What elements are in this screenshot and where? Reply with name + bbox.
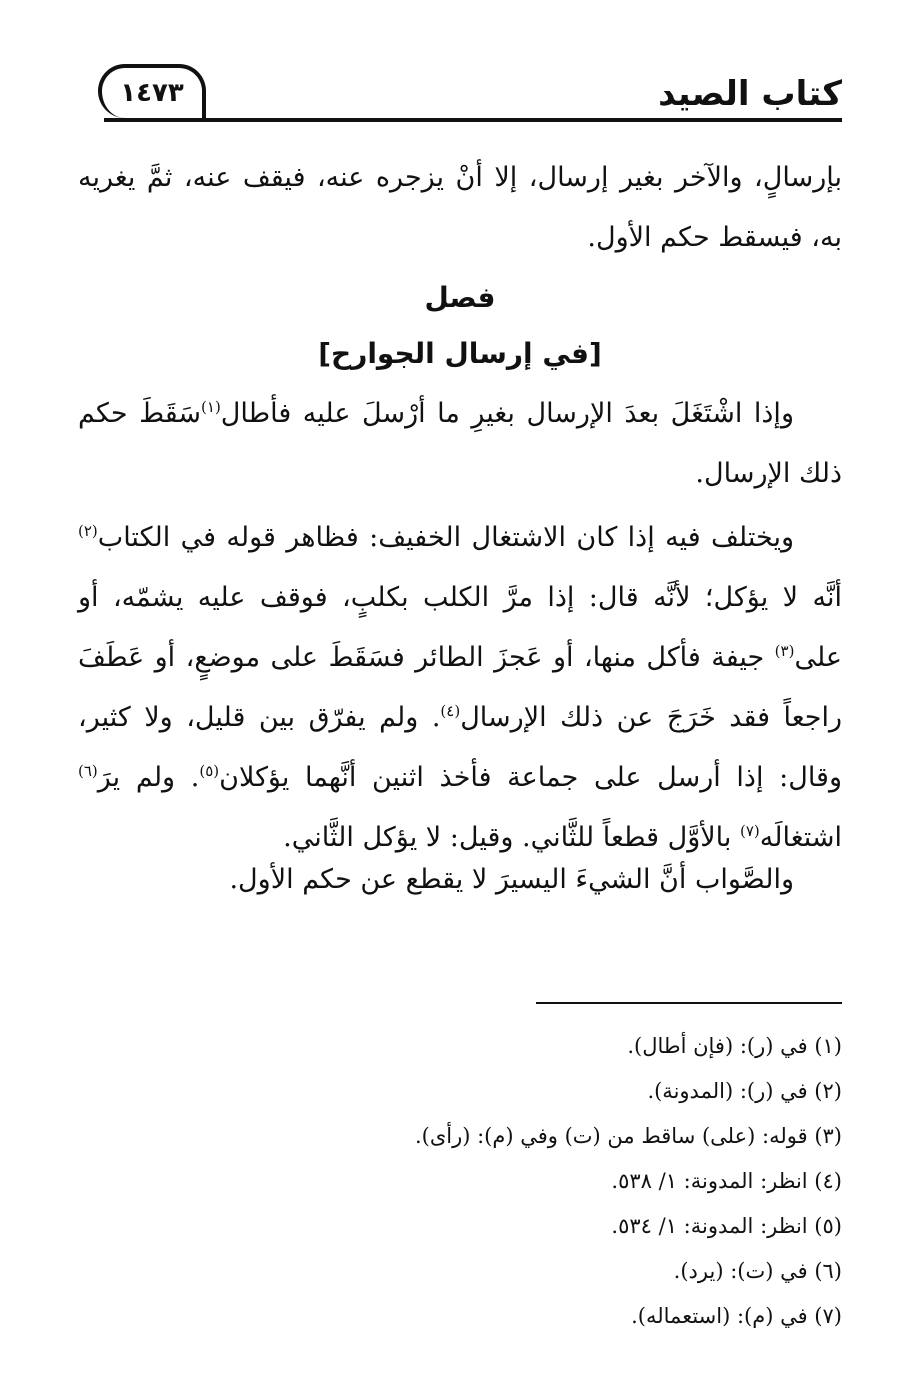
footnote-5: (٥) انظر: المدونة: ١/ ٥٣٤. — [611, 1214, 842, 1238]
paragraph-4-text: والصَّواب أنَّ الشيءَ اليسيرَ لا يقطع عن حكم الأول. — [229, 864, 794, 895]
section-title: فصل — [424, 281, 496, 314]
footnotes — [78, 1024, 842, 1339]
footnote-6: (٦) في (ت): (يرد). — [673, 1259, 842, 1283]
paragraph-3-text-a: ويختلف فيه إذا كان الاشتغال الخفيف: فظاهر قوله في الكتاب — [97, 522, 794, 553]
footnote-ref-6: (٦) — [78, 762, 98, 780]
footnote-1: (١) في (ر): (فإن أطال). — [627, 1034, 842, 1058]
footnote-2: (٢) في (ر): (المدونة). — [647, 1079, 842, 1103]
running-header-title: كتاب الصيد — [658, 74, 842, 114]
paragraph-3-text-b: أنَّه لا يؤكل؛ لأنَّه قال: إذا مرَّ الكلب بكلبٍ، فوقف عليه يشمّه، أو على — [78, 582, 842, 673]
paragraph-3 — [78, 508, 842, 868]
page-number: ١٤٧٣ — [120, 78, 184, 108]
footnote-ref-4: (٤) — [440, 702, 461, 720]
page-number-frame — [98, 64, 206, 118]
footnote-7: (٧) في (م): (استعماله). — [631, 1304, 842, 1328]
footnote-4: (٤) انظر: المدونة: ١/ ٥٣٨. — [611, 1169, 842, 1193]
footnote-3: (٣) قوله: (على) ساقط من (ت) وفي (م): (رأى). — [414, 1124, 842, 1148]
footnote-ref-1: (١) — [201, 398, 221, 416]
paragraph-3-text-e: . ولم يرَ — [97, 762, 200, 793]
paragraph-2-text-a: وإذا اشْتَغَلَ بعدَ الإرسال بغيرِ ما أرْسلَ عليه فأطال — [220, 398, 794, 429]
paragraph-continuation: بإرسالٍ، والآخر بغير إرسال، إلا أنْ يزجره عنه، فيقف عنه، ثمَّ يغريه به، فيسقط حكم الأول. — [78, 162, 842, 253]
footnote-ref-5: (٥) — [199, 762, 220, 780]
paragraph-3-text-c: جيفة فأكل منها، أو عَجزَ الطائر فسَقَطَ على موضعٍ، أو عَطَفَ راجعاً فقد خَرَجَ عن ذلك الإرسال — [78, 642, 842, 733]
section-subtitle: [في إرسال الجوارح] — [318, 337, 602, 370]
paragraph-3-text-d: . ولم يفرّق بين قليل، ولا كثير، وقال: إذا أرسل على جماعة فأخذ اثنين أنَّهما يؤكلان — [78, 702, 842, 793]
paragraph-3-text-f: اشتغالَه — [759, 822, 842, 853]
header-rule — [104, 118, 842, 122]
paragraph-2-text-b: سَقَطَ حكم ذلك الإرسال. — [78, 398, 842, 489]
footnote-ref-7: (٧) — [739, 822, 760, 840]
footnote-ref-2: (٢) — [78, 522, 98, 540]
paragraph-4 — [78, 850, 842, 910]
footnote-ref-3: (٣) — [774, 642, 795, 660]
footnote-separator — [536, 1002, 842, 1004]
paragraph-2 — [78, 384, 842, 504]
paragraph-3-text-g: بالأوَّل قطعاً للثَّاني. وقيل: لا يؤكل الثَّاني. — [283, 822, 740, 853]
